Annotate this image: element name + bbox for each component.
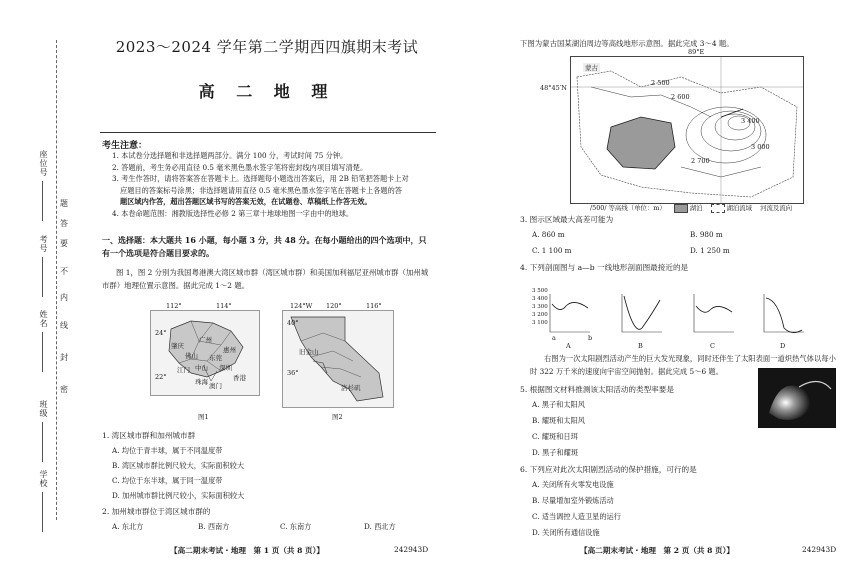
lat-label: 40°: [287, 319, 299, 327]
question-1-stem: 1. 湾区城市群和加州城市群: [102, 431, 196, 440]
legend-basin: 湖泊流域: [711, 203, 753, 213]
place-label: 佛山: [185, 352, 198, 360]
cut-char: 封: [60, 353, 68, 362]
figure-1-map: [150, 310, 260, 396]
legend-lake: 湖泊: [674, 203, 703, 213]
question-1-option-d[interactable]: D. 加州城市群比例尺较小，实际面积较大: [112, 491, 245, 500]
cut-char: 不: [60, 267, 68, 276]
page-right: [440, 0, 860, 581]
cut-char: 要: [60, 239, 68, 248]
question-2-option-b[interactable]: B. 西南方: [198, 522, 230, 531]
question-1-option-c[interactable]: C. 均位于东半球，属于同一温度带: [112, 476, 223, 485]
graph-letter: D: [780, 342, 786, 350]
graph-end-b: b: [588, 334, 593, 342]
place-label: 东莞: [209, 354, 222, 362]
graph-tick: 3 200: [532, 312, 548, 318]
question-6-option-b[interactable]: B. 尽量增加室外锻炼活动: [532, 496, 614, 505]
place-label: 澳门: [209, 382, 222, 390]
notice-item: 应题目的答案标号涂黑；非选择题请用直径 0.5 毫米黑色墨水签字笔在答题卡上各题的答: [120, 185, 402, 195]
cut-char: 内: [60, 293, 68, 302]
notice-item: 1. 本试卷分选择题和非选择题两部分。满分 100 分，考试时间 75 分钟。: [112, 151, 348, 160]
place-label: 惠州: [223, 346, 236, 354]
place-label: 深圳: [219, 364, 232, 372]
lat-label: 24°: [155, 329, 167, 337]
place-label: 江门: [177, 366, 190, 374]
section-intro: 图 1，图 2 分别为我国粤港澳大湾区城市群（湾区城市群）和美国加利福尼亚州城市群（加州城市群）地理位置示意图。据此完成 1～2 题。: [102, 268, 429, 290]
place-label: 洛杉矶: [341, 384, 361, 392]
city-label: 蒙古: [585, 64, 598, 72]
place-label: 旧金山: [299, 348, 319, 356]
lon-label: 116°: [366, 302, 382, 310]
binding-margin: [0, 0, 70, 581]
figure-2-map: [282, 310, 394, 408]
solar-activity-photo: [758, 368, 836, 428]
lon-label: 89°E: [688, 48, 705, 56]
lat-label: 22°: [155, 373, 167, 381]
question-6-option-a[interactable]: A. 关闭所有火零发电设施: [532, 480, 614, 489]
profile-graph-b[interactable]: [604, 290, 664, 340]
question-3-option-d[interactable]: D. 1 250 m: [690, 246, 730, 255]
question-3-stem: 3. 图示区域最大高差可能为: [520, 215, 614, 224]
question-2-option-a[interactable]: A. 东北方: [112, 522, 144, 531]
name-field[interactable]: 姓名: [38, 310, 49, 372]
profile-graph-c[interactable]: [676, 290, 736, 340]
header-divider: [100, 132, 436, 133]
school-field[interactable]: 学校: [38, 470, 49, 532]
place-label: 肇庆: [171, 342, 184, 350]
contour-label: 3 400: [741, 117, 760, 125]
contour-label: 2 500: [651, 79, 670, 87]
question-6-option-c[interactable]: C. 适当调控人造卫星的运行: [532, 512, 621, 521]
graph-tick: 3 500: [532, 288, 548, 294]
notice-item: 3. 考生作答时，请将答案答在答题卡上。选择题每小题选出答案后，用 2B 铅笔把答题卡上对: [112, 174, 409, 184]
paper-code: 242943D: [802, 545, 837, 554]
cut-char: 线: [60, 321, 68, 330]
lon-label: 124°W: [290, 302, 313, 310]
question-2-stem: 2. 加州城市群位于湾区城市群的: [102, 507, 211, 516]
question-2-option-d[interactable]: D. 西北方: [364, 522, 396, 531]
page-footer: 【高二期末考试・地理 第 2 页（共 8 页）】: [580, 546, 735, 555]
graph-tick: 3 400: [532, 296, 548, 302]
binding-dashed-line: [56, 40, 57, 520]
notice-item: 2. 答题前，考生务必用直径 0.5 毫米黑色墨水签字笔将密封线内项目填写清楚。: [112, 162, 368, 172]
question-2-option-c[interactable]: C. 东南方: [280, 522, 312, 531]
place-label: 珠海: [195, 378, 208, 386]
question-1-option-a[interactable]: A. 均位于青丰球，属于不同温度带: [112, 446, 223, 455]
graph-letter: A: [566, 342, 571, 350]
contour-label: 3 000: [751, 143, 770, 151]
notice-item: 4. 本卷命题范围：湘教版选择性必修 2 第三章十地球地图一字由中的地球。: [112, 208, 354, 218]
question-5-option-b[interactable]: B. 耀斑和太阳风: [532, 416, 585, 425]
graph-end-a: a: [552, 334, 556, 342]
page-footer: 【高二期末考试・地理 第 1 页（共 8 页）】: [170, 546, 325, 555]
graph-letter: B: [638, 342, 643, 350]
lat-label: 36°: [287, 369, 299, 377]
lon-label: 114°: [216, 302, 232, 310]
cut-char: 答: [60, 219, 68, 228]
graph-tick: 3 100: [532, 320, 548, 326]
contour-label: 2 600: [671, 93, 690, 101]
graph-tick: 3 300: [532, 304, 548, 310]
place-label: 广州: [199, 336, 212, 344]
question-3-option-c[interactable]: C. 1 100 m: [532, 246, 572, 255]
paper-code: 242943D: [394, 545, 429, 554]
question-4-stem: 4. 下列剖面图与 a—b 一线地形剖面图最接近的是: [520, 263, 689, 272]
seat-number-field[interactable]: 座位号: [38, 150, 49, 221]
lat-label: 48°45′N: [540, 84, 567, 92]
legend-contour: /500/ 等高线（单位：m）: [590, 204, 666, 213]
notice-heading: 考生注意：: [102, 141, 148, 151]
question-5-option-a[interactable]: A. 黑子和太阳风: [532, 400, 585, 409]
contour-map: [570, 56, 804, 204]
figure-2-caption: 图2: [332, 413, 343, 421]
map-legend: [590, 203, 830, 213]
intro-q3-4: 下图为蒙古国某湖泊周边等高线地形示意图。据此完成 3～4 题。: [520, 39, 734, 48]
notice-item: 题区域内作答，超出答题区域书写的答案无效，在试题卷、草稿纸上作答无效。: [120, 197, 372, 207]
lon-label: 112°: [166, 302, 182, 310]
intro-q5-6: 右图为一次太阳剧烈活动产生的巨大发光现象，同时还伴生了太阳表面一道炽热气体以每小时 322 万千米的速度向宇宙空间抛射。据此完成 5～6 题。: [530, 354, 836, 376]
cut-char: 密: [60, 385, 68, 394]
question-3-option-b[interactable]: B. 980 m: [690, 230, 723, 239]
question-3-option-a[interactable]: A. 860 m: [532, 230, 565, 239]
question-5-option-c[interactable]: C. 耀斑和日珥: [532, 432, 578, 441]
exam-number-field[interactable]: 考号: [38, 235, 49, 297]
question-6-stem: 6. 下列应对此次太阳剧烈活动的保护措施，可行的是: [520, 465, 697, 474]
graph-letter: C: [710, 342, 715, 350]
profile-graph-d[interactable]: [746, 290, 806, 340]
exam-subject: 高 二 地 理: [198, 82, 336, 101]
place-label: 中山: [195, 364, 208, 372]
exam-title: 2023～2024 学年第二学期西四旗期末考试: [115, 38, 419, 56]
contour-label: 2 700: [691, 157, 710, 165]
legend-river: 河流及流向: [760, 204, 793, 213]
lon-label: 120°: [326, 302, 342, 310]
notice-list: [112, 150, 430, 220]
class-field[interactable]: 班级: [38, 400, 49, 462]
figure-1-caption: 图1: [198, 413, 209, 421]
question-5-option-d[interactable]: D. 黑子和耀斑: [532, 448, 579, 457]
question-5-stem: 5. 根据图文材料推测该太阳活动的类型率要是: [520, 385, 674, 394]
cut-char: 题: [60, 199, 68, 208]
place-label: 香港: [233, 374, 246, 382]
question-6-option-d[interactable]: D. 关闭所有通信设施: [532, 528, 600, 537]
section-heading: 一、选择题：本大题共 16 小题，每小题 3 分，共 48 分。在每小题给出的四个选项中，只有一个选项是符合题目要求的。: [102, 235, 427, 258]
question-1-option-b[interactable]: B. 湾区城市群比例尺较大，实际面积较大: [112, 461, 245, 470]
